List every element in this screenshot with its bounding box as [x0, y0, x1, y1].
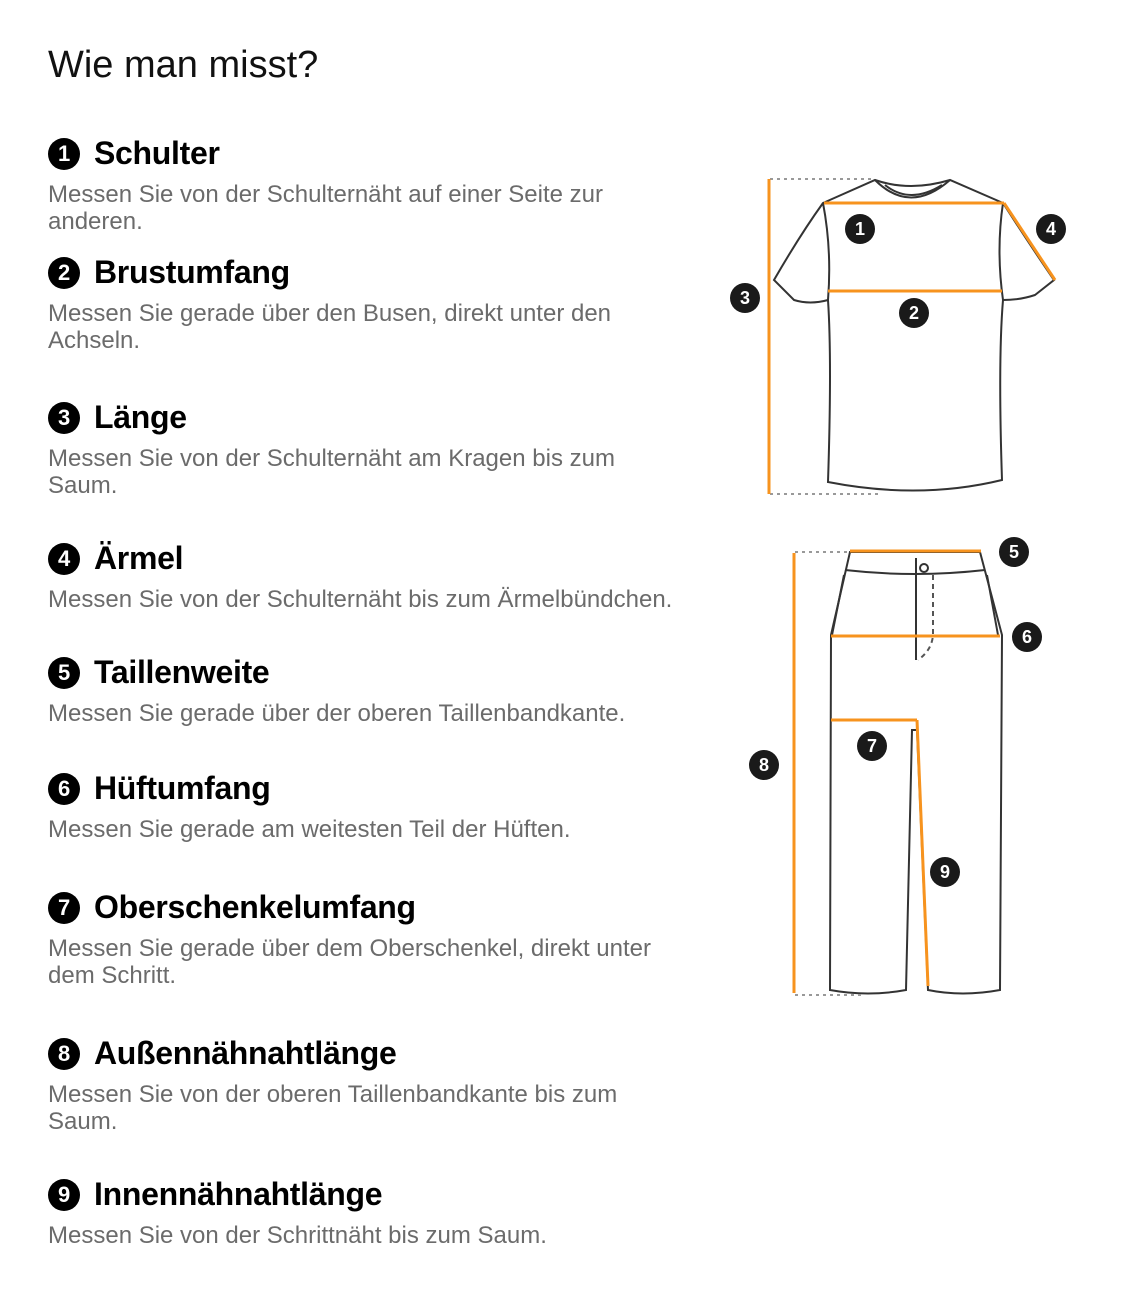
measure-item-thigh: [48, 890, 728, 989]
number-badge-icon: 3: [48, 402, 80, 434]
item-description: Messen Sie gerade über der oberen Taillenbandkante.: [48, 700, 626, 728]
item-description: Messen Sie von der Schulternäht am Kragen bis zum Saum.: [48, 445, 615, 500]
svg-text:6: 6: [1021, 627, 1033, 647]
item-label: Brustumfang: [94, 254, 290, 290]
svg-text:7: 7: [866, 736, 878, 756]
page-title: Wie man misst?: [48, 44, 319, 86]
number-badge-icon: 1: [48, 138, 80, 170]
number-badge-icon: 7: [48, 892, 80, 924]
number-badge-icon: 4: [48, 543, 80, 575]
item-description: Messen Sie von der Schulternäht bis zum Ärmelbündchen.: [48, 586, 673, 614]
svg-text:2: 2: [908, 303, 920, 323]
number-badge-icon: 9: [48, 1179, 80, 1211]
svg-text:4: 4: [1045, 219, 1057, 239]
number-badge-icon: 5: [48, 657, 80, 689]
item-label: Innennähnahtlänge: [94, 1176, 383, 1212]
item-description: Messen Sie von der Schrittnäht bis zum Saum.: [48, 1222, 547, 1250]
measure-item-chest: [48, 255, 728, 354]
number-badge-icon: 6: [48, 773, 80, 805]
tshirt-diagram: [720, 160, 1080, 510]
measure-item-sleeve: [48, 541, 768, 613]
item-label: Oberschenkelumfang: [94, 889, 416, 925]
number-badge-icon: 8: [48, 1038, 80, 1070]
item-label: Schulter: [94, 135, 220, 171]
measure-item-waist: [48, 655, 728, 727]
item-label: Taillenweite: [94, 654, 270, 690]
measure-item-inseam: [48, 1177, 728, 1249]
measure-item-hip: [48, 771, 728, 843]
item-description: Messen Sie gerade über den Busen, direkt unter den Achseln.: [48, 300, 612, 355]
measure-item-length: [48, 400, 728, 499]
item-description: Messen Sie von der Schulternäht auf einer Seite zur anderen.: [48, 181, 603, 236]
item-description: Messen Sie gerade am weitesten Teil der Hüften.: [48, 816, 571, 844]
svg-text:8: 8: [758, 755, 770, 775]
svg-text:1: 1: [854, 219, 866, 239]
measure-item-shoulder: [48, 136, 728, 235]
pants-diagram: [740, 530, 1060, 1010]
item-label: Außennähnahtlänge: [94, 1035, 397, 1071]
svg-text:5: 5: [1008, 542, 1020, 562]
item-label: Ärmel: [94, 540, 184, 576]
item-label: Länge: [94, 399, 187, 435]
item-label: Hüftumfang: [94, 770, 271, 806]
number-badge-icon: 2: [48, 257, 80, 289]
svg-text:9: 9: [939, 862, 951, 882]
measure-item-outseam: [48, 1036, 728, 1135]
item-description: Messen Sie von der oberen Taillenbandkante bis zum Saum.: [48, 1081, 618, 1136]
item-description: Messen Sie gerade über dem Oberschenkel, direkt unter dem Schritt.: [48, 935, 651, 990]
svg-text:3: 3: [739, 288, 751, 308]
